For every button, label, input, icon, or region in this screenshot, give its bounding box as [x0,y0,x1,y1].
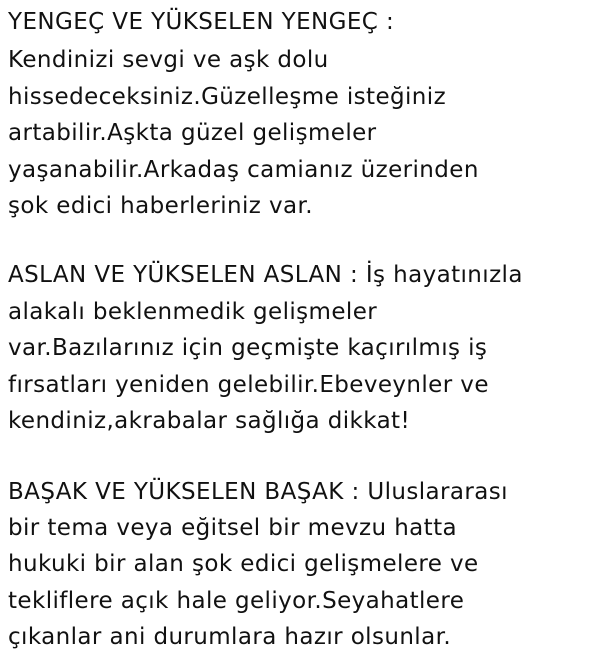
text-line: Kendinizi sevgi ve aşk dolu [8,47,329,73]
text-line: tekliflere açık hale geliyor.Seyahatlere [8,588,465,614]
text-line: var.Bazılarınız için geçmişte kaçırılmış iş [8,335,488,361]
text-line: hissedeceksiniz.Güzelleşme isteğiniz [8,84,447,110]
text-line: yaşanabilir.Arkadaş camianız üzerinden [8,157,479,183]
text-line: alakalı beklenmedik gelişmeler [8,299,378,325]
text-line: artabilir.Aşkta güzel gelişmeler [8,120,377,146]
text-line: şok edici haberleriniz var. [8,193,313,219]
text-line: çıkanlar ani durumlara hazır olsunlar. [8,624,452,650]
text-line: bir tema veya eğitsel bir mevzu hatta [8,515,457,541]
text-line: hukuki bir alan şok edici gelişmelere ve [8,551,479,577]
text-line: fırsatları yeniden gelebilir.Ebeveynler ve [8,372,489,398]
text-line: YENGEÇ VE YÜKSELEN YENGEÇ : [8,9,395,35]
text-line: BAŞAK VE YÜKSELEN BAŞAK : Uluslararası [8,479,508,505]
text-line: kendiniz,akrabalar sağlığa dikkat! [8,408,411,434]
text-line: ASLAN VE YÜKSELEN ASLAN : İş hayatınızla [8,262,523,288]
